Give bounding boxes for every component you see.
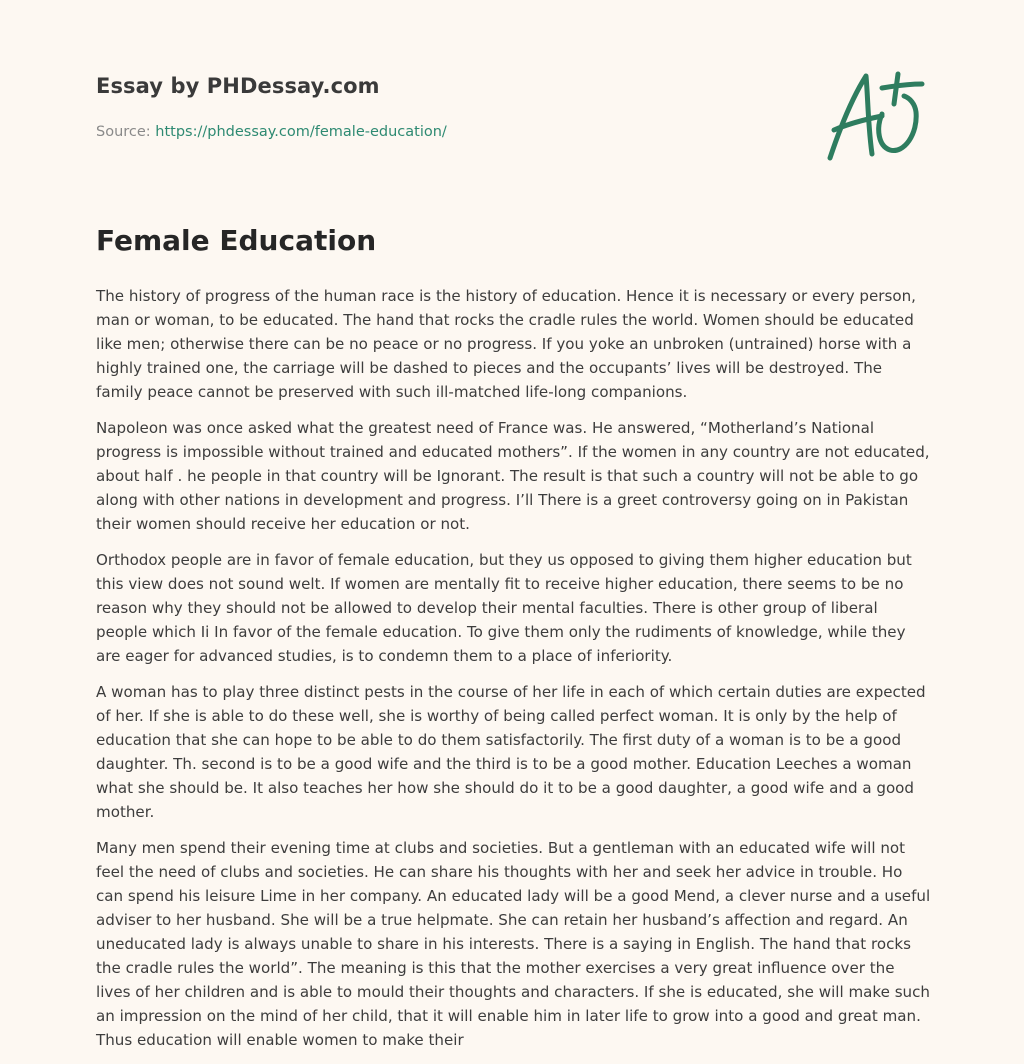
a-plus-grade-logo-icon <box>824 68 928 164</box>
source-link[interactable]: https://phdessay.com/female-education/ <box>155 124 447 140</box>
essay-paragraph: The history of progress of the human race is the history of education. Hence it is necessary or every person, man or woman, to be educated. The hand that rocks the cradle rules the world. Women should be educated like men; otherwise there can be no peace or no progress. If you yoke an unbroken (untrained) horse with a highly trained one, the carriage will be dashed to pieces and the occupants’ lives will be destroyed. The family peace cannot be preserved with such ill-matched life-long companions. <box>96 287 916 401</box>
site-brand: Essay by PHDessay.com <box>96 74 380 98</box>
essay-title: Female Education <box>96 224 377 257</box>
essay-page <box>96 0 932 1049</box>
essay-paragraph: A woman has to play three distinct pests in the course of her life in each of which certain duties are expected of her. If she is able to do these well, she is worthy of being called perfect woman. It is only by the help of education that she can hope to be able to do them satisfactorily. The first duty of a woman is to be a good daughter. Th. second is to be a good wife and the third is to be a good mother. Education Leeches a woman what she should be. It also teaches her how she should do it to be a good daughter, a good wife and a good mother. <box>96 683 926 821</box>
source-line <box>96 124 447 140</box>
source-label: Source: <box>96 124 151 140</box>
essay-paragraph: Orthodox people are in favor of female education, but they us opposed to giving them higher education but this view does not sound welt. If women are mentally fit to receive higher education, there seems to be no reason why they should not be allowed to develop their mental faculties. There is other group of liberal people which Ii In favor of the female education. To give them only the rudiments of knowledge, while they are eager for advanced studies, is to condemn them to a place of inferiority. <box>96 551 912 665</box>
essay-body <box>96 284 932 1064</box>
essay-paragraph: Napoleon was once asked what the greatest need of France was. He answered, “Motherland’s National progress is impossible without trained and educated mothers”. If the women in any country are not educated, about half . he people in that country will be Ignorant. The result is that such a country will not be able to go along with other nations in development and progress. I’ll There is a greet controversy going on in Pakistan their women should receive her education or not. <box>96 419 930 533</box>
essay-paragraph: Many men spend their evening time at clubs and societies. But a gentleman with an educated wife will not feel the need of clubs and societies. He can share his thoughts with her and seek her advice in trouble. Ho can spend his leisure Lime in her company. An educated lady will be a good Mend, a clever nurse and a useful adviser to her husband. She will be a true helpmate. She can retain her husband’s affection and regard. An uneducated lady is always unable to share in his interests. There is a saying in English. The hand that rocks the cradle rules the world”. The meaning is this that the mother exercises a very great influence over the lives of her children and is able to mould their thoughts and characters. If she is educated, she will make such an impression on the mind of her child, that it will enable him in later life to grow into a good and great man. Thus education will enable women to make their <box>96 839 931 1049</box>
page-header <box>96 0 932 200</box>
